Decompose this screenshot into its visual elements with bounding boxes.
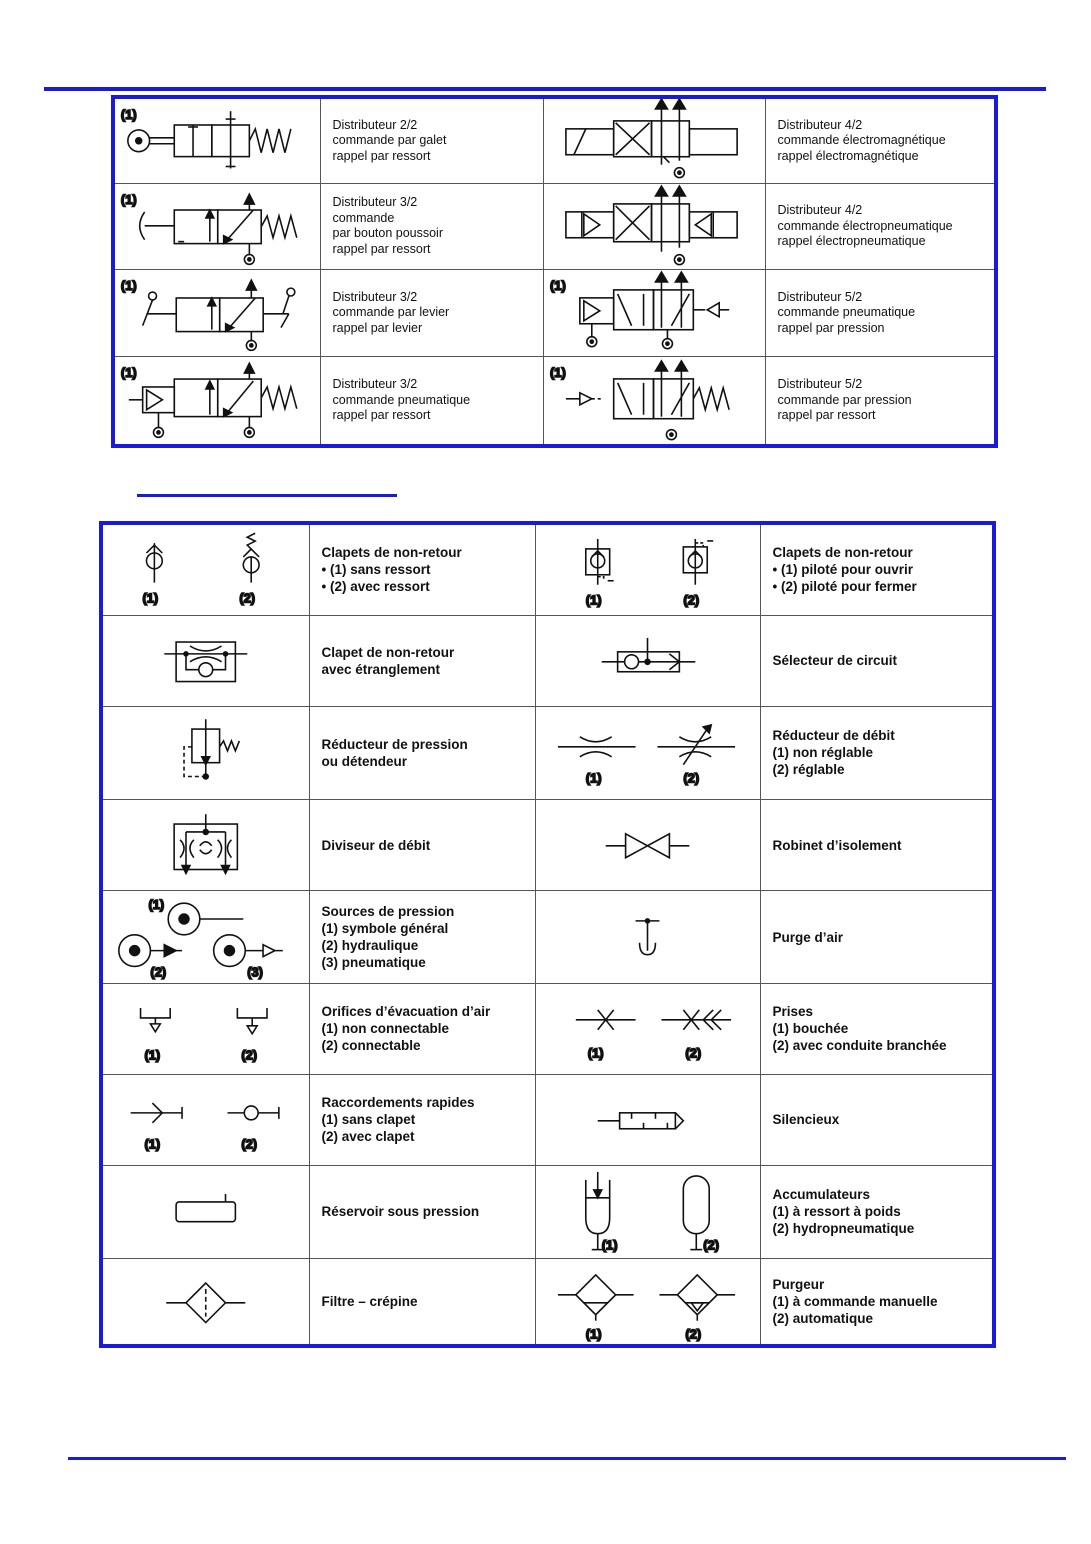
variant-number: (2) xyxy=(239,590,256,606)
table-row xyxy=(101,983,994,1074)
description-line: commande par galet xyxy=(332,133,447,148)
description-line: Distributeur 4/2 xyxy=(777,203,863,218)
distributeur-5-2-pneumatique-symbol xyxy=(543,270,765,357)
description-line: Sources de pression xyxy=(321,904,455,920)
distributeur-4-2-electropneumatique-symbol xyxy=(543,183,765,270)
description-line: (2) avec clapet xyxy=(321,1129,415,1145)
distributeurs-table xyxy=(111,95,998,448)
variant-number: (1) xyxy=(144,1135,161,1151)
variant-number: (2) xyxy=(241,1135,258,1151)
description-line: (3) pneumatique xyxy=(321,955,426,971)
table-row xyxy=(113,356,996,446)
description-cell xyxy=(320,356,543,446)
description-line: ou détendeur xyxy=(321,753,408,769)
table-row xyxy=(113,183,996,270)
description-line: Distributeur 2/2 xyxy=(332,117,418,132)
table-row xyxy=(101,891,994,984)
distributeur-5-2-pression-ressort-symbol xyxy=(543,356,765,446)
description-line: rappel par ressort xyxy=(777,408,876,423)
description-line: (1) non réglable xyxy=(772,745,874,761)
variant-number: (2) xyxy=(241,1047,258,1063)
description-line: Clapets de non-retour xyxy=(321,545,462,561)
description-cell xyxy=(760,799,994,891)
table-row xyxy=(101,1258,994,1346)
variant-number: (1) xyxy=(144,1047,161,1063)
description-line: (2) connectable xyxy=(321,1038,421,1054)
description-cell xyxy=(320,97,543,183)
sources-pression-symbol xyxy=(101,891,309,984)
reducteur-pression-symbol xyxy=(101,707,309,800)
prises-symbol xyxy=(535,983,760,1074)
variant-number: (1) xyxy=(148,897,165,913)
description-line: (1) à commande manuelle xyxy=(772,1294,938,1309)
reservoir-pression-symbol xyxy=(101,1166,309,1259)
top-rule xyxy=(44,87,1046,91)
description-cell xyxy=(309,1258,535,1346)
description-cell xyxy=(309,523,535,615)
description-cell xyxy=(309,1074,535,1166)
table-row xyxy=(101,1166,994,1259)
variant-number: (1) xyxy=(587,1045,604,1061)
description-line: Diviseur de débit xyxy=(321,837,431,853)
variant-number: (1) xyxy=(585,770,602,786)
description-line: Clapet de non-retour xyxy=(321,644,455,660)
description-line: rappel par pression xyxy=(777,320,885,335)
description-line: Clapets de non-retour xyxy=(772,545,913,561)
reducteur-debit-symbol xyxy=(535,707,760,800)
description-line: rappel par levier xyxy=(332,320,423,335)
description-cell xyxy=(760,1074,994,1166)
variant-number: (2) xyxy=(702,1237,719,1253)
variant-number: (3) xyxy=(247,964,263,980)
table-row xyxy=(101,799,994,891)
description-line: commande par levier xyxy=(332,305,450,320)
description-line: Distributeur 3/2 xyxy=(332,289,418,304)
description-cell xyxy=(765,270,996,357)
description-line: Accumulateurs xyxy=(772,1187,871,1203)
variant-tag: (1) xyxy=(120,191,137,207)
table-row xyxy=(101,615,994,707)
description-line: Purge d’air xyxy=(772,929,844,945)
raccordements-rapides-symbol xyxy=(101,1074,309,1166)
description-line: Réservoir sous pression xyxy=(321,1204,480,1220)
description-line: (2) hydraulique xyxy=(321,938,419,954)
clapet-etranglement-symbol xyxy=(101,615,309,707)
description-cell xyxy=(309,707,535,800)
description-line: (2) réglable xyxy=(772,762,845,778)
description-line: (1) non connectable xyxy=(321,1021,450,1037)
variant-tag: (1) xyxy=(120,278,137,294)
description-line: • (2) avec ressort xyxy=(321,579,430,595)
description-line: Distributeur 3/2 xyxy=(332,377,418,392)
description-cell xyxy=(309,983,535,1074)
variant-tag: (1) xyxy=(549,278,566,294)
description-cell xyxy=(760,707,994,800)
accumulateurs-symbol xyxy=(535,1166,760,1259)
description-line: Sélecteur de circuit xyxy=(772,653,898,669)
description-line: Prises xyxy=(772,1004,814,1020)
table-row xyxy=(101,1074,994,1166)
description-cell xyxy=(760,891,994,984)
description-line: Raccordements rapides xyxy=(321,1095,475,1111)
description-line: commande pneumatique xyxy=(777,305,916,320)
table-row xyxy=(113,97,996,183)
variant-tag: (1) xyxy=(120,107,137,123)
description-line: Réducteur de pression xyxy=(321,736,468,752)
variant-number: (2) xyxy=(150,964,167,980)
variant-number: (1) xyxy=(585,1326,602,1342)
description-line: (1) symbole général xyxy=(321,921,449,937)
description-cell xyxy=(760,1166,994,1259)
table-row xyxy=(101,523,994,615)
description-line: (1) à ressort à poids xyxy=(772,1204,901,1220)
distributeur-2-2-galet-symbol xyxy=(113,97,320,183)
section-underline xyxy=(137,494,397,497)
description-cell xyxy=(760,983,994,1074)
description-cell xyxy=(765,356,996,446)
description-line: commande xyxy=(332,210,395,225)
variant-number: (2) xyxy=(682,592,699,608)
description-cell xyxy=(760,1258,994,1346)
description-line: Distributeur 4/2 xyxy=(777,117,863,132)
purgeur-symbol xyxy=(535,1258,760,1346)
description-line: Distributeur 5/2 xyxy=(777,289,863,304)
description-line: commande par pression xyxy=(777,392,912,407)
description-line: rappel par ressort xyxy=(332,148,431,163)
description-line: • (1) sans ressort xyxy=(321,562,431,578)
description-cell xyxy=(309,799,535,891)
description-cell xyxy=(309,891,535,984)
variant-number: (1) xyxy=(142,590,159,606)
description-line: • (1) piloté pour ouvrir xyxy=(772,562,913,578)
distributeur-3-2-levier-symbol xyxy=(113,270,320,357)
description-line: commande électromagnétique xyxy=(777,133,946,148)
description-line: Distributeur 3/2 xyxy=(332,195,418,210)
description-line: Distributeur 5/2 xyxy=(777,377,863,392)
clapets-non-retour-symbol xyxy=(101,523,309,615)
description-cell xyxy=(320,270,543,357)
description-cell xyxy=(309,1166,535,1259)
diviseur-debit-symbol xyxy=(101,799,309,891)
description-cell xyxy=(309,615,535,707)
distributeur-3-2-pneumatique-ressort-symbol xyxy=(113,356,320,446)
clapets-pilotes-symbol xyxy=(535,523,760,615)
description-cell xyxy=(760,615,994,707)
description-line: Purgeur xyxy=(772,1277,825,1292)
description-line: rappel par ressort xyxy=(332,241,431,256)
description-line: avec étranglement xyxy=(321,661,441,677)
distributeur-4-2-electro-symbol xyxy=(543,97,765,183)
distributeur-3-2-bouton-symbol xyxy=(113,183,320,270)
description-line: (2) avec conduite branchée xyxy=(772,1038,947,1054)
variant-number: (2) xyxy=(684,1045,701,1061)
silencieux-symbol xyxy=(535,1074,760,1166)
description-line: Robinet d’isolement xyxy=(772,837,902,853)
description-line: (2) automatique xyxy=(772,1311,874,1326)
variant-number: (2) xyxy=(684,1326,701,1342)
variant-number: (1) xyxy=(601,1237,618,1253)
description-line: Réducteur de débit xyxy=(772,728,895,744)
description-cell xyxy=(765,97,996,183)
variant-tag: (1) xyxy=(120,364,137,380)
bottom-rule xyxy=(68,1457,1066,1460)
description-line: (1) sans clapet xyxy=(321,1112,416,1128)
variant-number: (2) xyxy=(682,770,699,786)
description-line: Orifices d’évacuation d’air xyxy=(321,1004,491,1020)
description-cell xyxy=(320,183,543,270)
description-line: commande pneumatique xyxy=(332,392,471,407)
description-line: commande électropneumatique xyxy=(777,218,953,233)
description-cell xyxy=(760,523,994,615)
description-line: (2) hydropneumatique xyxy=(772,1221,915,1237)
robinet-isolement-symbol xyxy=(535,799,760,891)
description-line: par bouton poussoir xyxy=(332,226,443,241)
variant-tag: (1) xyxy=(549,364,566,380)
accessoires-table xyxy=(99,521,996,1348)
description-line: (1) bouchée xyxy=(772,1021,849,1037)
description-line: Filtre – crépine xyxy=(321,1294,418,1309)
table-row xyxy=(101,707,994,800)
table-row xyxy=(113,270,996,357)
selecteur-circuit-symbol xyxy=(535,615,760,707)
description-line: rappel électromagnétique xyxy=(777,148,919,163)
variant-number: (1) xyxy=(585,592,602,608)
orifices-evacuation-symbol xyxy=(101,983,309,1074)
description-line: Silencieux xyxy=(772,1112,840,1128)
description-line: rappel par ressort xyxy=(332,408,431,423)
description-line: • (2) piloté pour fermer xyxy=(772,579,917,595)
description-cell xyxy=(765,183,996,270)
purge-air-symbol xyxy=(535,891,760,984)
description-line: rappel électropneumatique xyxy=(777,234,926,249)
filtre-crepine-symbol xyxy=(101,1258,309,1346)
